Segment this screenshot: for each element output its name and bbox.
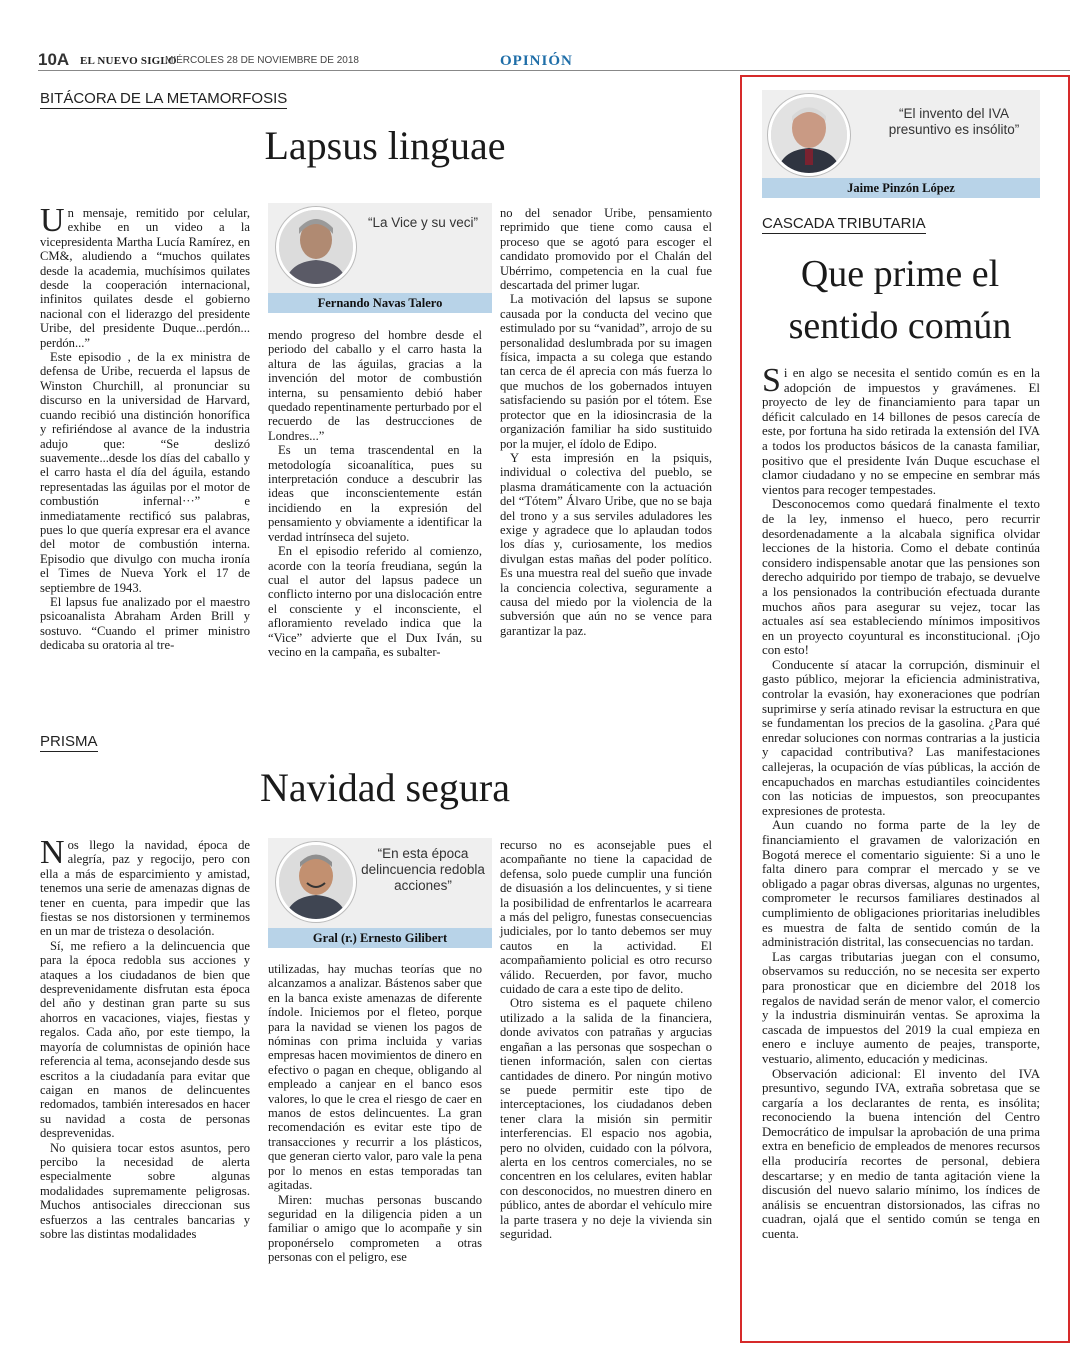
paragraph: Aun cuando no forma parte de la ley de financiamiento el gravamen de valorización en Bogotá merece el comentario siguiente: Si a uno le falta dinero para comprar el mercado y se ve obligado a pagar obras diversas, algunas no urgentes, comprometer le recursos familiares destinados al cumplimiento de obligaciones prioritarias ineludibles es muestra de falta de sentido común de la administración distrital, las consecuencias no tardan. — [762, 818, 1040, 950]
article3-author-name: Jaime Pinzón López — [762, 178, 1040, 198]
paragraph: No quisiera tocar estos asuntos, pero percibo la necesidad de alerta especialmente sobre algunas modalidades supremamente peligrosas. Muchos antisociales direccionan sus esfuerzos a las centrales bancarias y sobre las distintas modalidades — [40, 1140, 250, 1241]
paragraph: Es un tema trascendental en la metodología sicoanalítica, pues su interpretación conduce a descubrir las ideas que inconscientemente están incidiendo en la expresión del pensamiento y obviamente a identificar la verdad intrínseca del sujeto. — [268, 443, 482, 544]
drop-cap: N — [40, 834, 65, 871]
article2-column-3 — [500, 838, 712, 1241]
article3-kicker: CASCADA TRIBUTARIA — [762, 215, 926, 232]
paragraph — [40, 202, 250, 350]
article1-quote: “La Vice y su veci” — [367, 215, 479, 230]
paragraph: Las cargas tributarias juegan con el consumo, observamos su reducción, no se necesita ser experto para pronosticar que en diciembre del 2018 los regalos de navidad serán de menor valor, el comercio y la industria disminuirán ventas. Se aproxima la cascada de impuestos del 2019 la cual empieza en enero e incluye aumento de peajes, transporte, vestuario, alimento, educación y medicinas. — [762, 949, 1040, 1066]
article1-author-box — [268, 203, 492, 313]
paragraph: Este episodio , de la ex ministra de defensa de Uribe, recuerda el lapsus de Winston Churchill, al pronunciar su discurso en la universidad de Harvard, cuando recibió una distinción honorífica y refiriéndose al avance de la industria adujo que: “Se deslizó suavemente...desde los días del caballo y el carro hasta el día del águila, estando representadas las águilas por el motor de combustión infernal···” e inmediatamente rectificó sus palabras, pues lo que quería expresar era el avance del motor de combustión interna. Episodio que divulgo con mucha ironía el Times de Nueva York el 17 de septiembre de 1943. — [40, 350, 250, 595]
page-number: 10A — [38, 50, 70, 69]
paragraph: Desconocemos como quedará finalmente el texto de la ley, inmenso el hueco, pero recurrir desordenadamente a la alcabala significa olvidar lecciones de la historia. Como el debate continúa considero indispensable anotar que las pensiones son derecho adquirido por tiempo de trabajo, se devuelve a los pensionados la contribución efectuada durante muchos años para asegurar su vejez, tocar las actuales así sea estableciendo mínimos impositivos en un proyecto coyuntural es inconstitucional. ¡Ojo con esto! — [762, 497, 1040, 658]
article1-column-3 — [500, 206, 712, 638]
author-portrait-icon — [279, 845, 353, 919]
paragraph-text: i en algo se necesita el sentido común es en la adopción de impuestos y gravámenes. El proyecto de ley de financiamiento para tapar un déficit calculado en 14 billones de pesos carecía de este, por fortuna ha sido retirada la extensión del IVA a todos los productos básicos de la canasta familiar, positivo que el presidente Iván Duque escuchase el clamor ciudadano y no se empecine en sembrar más vientos para recoger tempestades. — [762, 366, 1040, 497]
article3-column-1 — [762, 362, 1040, 1242]
drop-cap: U — [40, 202, 65, 239]
article2-kicker: PRISMA — [40, 733, 98, 750]
paragraph: mendo progreso del hombre desde el periodo del caballo y el carro hasta la altura de las águilas, gracias a la invención del motor de combustión interna, su pensamiento debió haber quedado repentinamente perturbado por el recuerdo de las destrucciones de Londres...” — [268, 328, 482, 443]
paragraph: Y esta impresión en la psiquis, individual o colectiva del pueblo, se plasma dramáticamente con la actuación del “Tótem” Álvaro Uribe, que no se baja del trono y a sus serviles aduladores les exige y agradece que lo aplaudan todos los días y, curiosamente, los medios divulgan estas mañas del poder político. Es una muestra real del sueño que invade la conciencia colectiva, seguramente a causa del miedo por la violencia de la subversión que aún no se vence para garantizar la paz. — [500, 450, 712, 638]
article1-column-1 — [40, 202, 250, 653]
article1-column-2 — [268, 328, 482, 659]
paragraph: En el episodio referido al comienzo, acorde con la teoría freudiana, según la cual el autor del lapsus padece un conflicto interno por una dislocación entre el consciente y el inconsciente, el afloramiento revelado indica que la “Vice” advierte que el Dux Iván, su vecino en la campaña, es subalter- — [268, 544, 482, 659]
author-portrait-icon — [771, 97, 847, 173]
article2-column-1 — [40, 834, 250, 1241]
paragraph: Miren: muchas personas buscando seguridad en la diligencia piden a un familiar o amigo que lo acompañe y sin proponérselo comprometen a otras personas con el peligro, ese — [268, 1192, 482, 1265]
paragraph: recurso no es aconsejable pues el acompañante no tiene la capacidad de defensa, solo puede cumplir una función de disuasión a los delincuentes, y si tiene la posibilidad de enfrentarlos le acarreara a más del peligro, funestas consecuencias judiciales, por lo tanto debemos ser muy cautos en la actividad. El acompañamiento policial es otro recurso válido. Recuerden, por favor, mucho cuidado de cara a este tipo de delito. — [500, 838, 712, 997]
article2-author-name: Gral (r.) Ernesto Gilibert — [268, 928, 492, 948]
author-portrait-icon — [279, 210, 353, 284]
section-title: OPINIÓN — [500, 53, 573, 69]
publication-date: MIÉRCOLES 28 DE NOVIEMBRE DE 2018 — [165, 55, 359, 66]
paragraph — [40, 834, 250, 939]
article1-headline: Lapsus linguae — [264, 123, 506, 168]
paragraph: Conducente sí atacar la corrupción, disminuir el gasto público, mejorar la eficiencia administrativa, controlar la evasión, hay exoneraciones que podrían suprimirse y sería atinado revisar la estructura en que se fundamentan los precios de la gasolina. ¿Para qué enredar soluciones con normas contrarias a la justicia y capacidad contributiva? Las manifestaciones callejeras, la ocupación de vías públicas, la acción de encapuchados en marchas estudiantiles coincidentes con las noticias de impuestos, son preocupantes expresiones de protesta. — [762, 657, 1040, 818]
paragraph-text: n mensaje, remitido por celular, exhibe en un video a la vicepresidenta Martha Lucía Ramírez, en CM&, aludiendo a “muchos quilates desde la academia, muchísimos quilates desde la cooperación internacional, infinitos quilates desde el gobierno nacional con el liderazgo del presidente Uribe, del presidente Duque...perdón... perdón...” — [40, 206, 250, 350]
paragraph: El lapsus fue analizado por el maestro psicoanalista Abraham Arden Brill y sostuvo. “Cuando el primer ministro dedicaba su oratoria al tre- — [40, 594, 250, 653]
paragraph: Observación adicional: El invento del IVA presuntivo, segundo IVA, extraña sobretasa que se cargaría a los declarantes de renta, es insólita; reconociendo la buena intención del Centro Democrático de impulsar la aprobación de una prima extra en beneficio de empleados de menores recursos ella produciría recortes de personal, debiera descartarse; y en medio de tanta agitación viene la discusión del nuevo salario mínimo, los índices de análisis se encuentran distorsionados, las cifras no cuadran, ojalá que el sentido común se tenga en cuenta. — [762, 1066, 1040, 1242]
paragraph-text: os llego la navidad, época de alegría, paz y regocijo, pero con ella a más de esparcimiento y amistad, tenemos una serie de amenazas dignas de tener en cuenta, para impedir que las fiestas se nos distorsionen y terminemos en un mar de tristeza o desolación. — [40, 838, 250, 939]
article1-author-name: Fernando Navas Talero — [268, 293, 492, 313]
article2-headline: Navidad segura — [260, 765, 510, 810]
paragraph — [762, 362, 1040, 497]
author-photo — [276, 207, 356, 287]
article2-author-box — [268, 838, 492, 948]
paragraph: no del senador Uribe, pensamiento reprimido que tiene como causa el proceso que se agotó para escoger el candidato promovido por el Chalán del Ubérrimo, competencia en la cual fue descartada del primer lugar. — [500, 206, 712, 293]
article1-kicker: BITÁCORA DE LA METAMORFOSIS — [40, 90, 288, 107]
paragraph: Otro sistema es el paquete chileno utilizado a la salida de la financiera, donde avivatos con patrañas y argucias engañan a las personas que sospechan o tienen información, salen con ciertas cantidades de dinero. Por ningún motivo se puede permitir este tipo de interceptaciones, los ciudadanos deben tener clara la misión sin permitir interferencias. El espacio nos agobia, pero no olviden, cuidado con la pólvora, alerta en los centros comerciales, no se concentren en los celulares, eviten hablar con desconocidos, no muestren dinero en público, antes de abordar el vehículo mire la parte trasera y no deje la vivienda sin seguridad. — [500, 996, 712, 1241]
publication-name: EL NUEVO SIGLO — [80, 55, 177, 67]
article2-column-2 — [268, 962, 482, 1265]
article3-quote: “El invento del IVA presuntivo es insólito” — [888, 106, 1020, 137]
article2-quote: “En esta época delincuencia redobla acciones” — [361, 846, 485, 893]
drop-cap: S — [762, 362, 781, 399]
paragraph: Sí, me refiero a la delincuencia que para la época redobla sus acciones y ataques a los ciudadanos de bien que desprevenidamente disfrutan esta época del año y destinan gran parte su sus ahorros en vacaciones, viajes, fiestas y regalos. Cada año, por este tiempo, la mayoría de columnistas de opinión hace referencia al tema, aconsejando desde sus escritos a la ciudadanía para evitar que caigan en manos de delincuentes redomados, también interesados en hacer su navidad a costa de personas desprevenidas. — [40, 938, 250, 1141]
article3-author-box — [762, 90, 1040, 198]
author-photo — [768, 94, 850, 176]
author-photo — [276, 842, 356, 922]
paragraph: utilizadas, hay muchas teorías que no alcanzamos a analizar. Bástenos saber que en la banca existe amenazas de diferente índole. Iniciemos por el fleteo, porque para la navidad se vienen los pagos de nóminas con prima incluida y varias empresas hacen movimientos de dinero en efectivo o pagan en cheque, obligando al empleado a canjear en el banco esos valores, lo que le crea el riesgo de caer en manos de estos delincuentes. La gran recomendación es evitar este tipo de transacciones y recurrir a los plásticos, que generan cierto valor, paro vale la pena por lo menos en estas temporadas tan agitadas. — [268, 962, 482, 1193]
header-rule — [38, 70, 1070, 71]
article3-headline: Que prime el sentido común — [788, 253, 1012, 347]
paragraph: La motivación del lapsus se supone causada por la conducta del vecino que estimulado por su “vanidad”, arrojo de su personalidad deslumbrada por su imagen física, impacta a su colega que estando tan cerca de él aprecia con más fuerza lo que muchos de los gobernados intuyen satisfaciendo su pasión por el tótem. Ese protector que en la idiosincrasia de la organización familiar ha sido sustituido por la mujer, el ídolo de Edipo. — [500, 292, 712, 451]
